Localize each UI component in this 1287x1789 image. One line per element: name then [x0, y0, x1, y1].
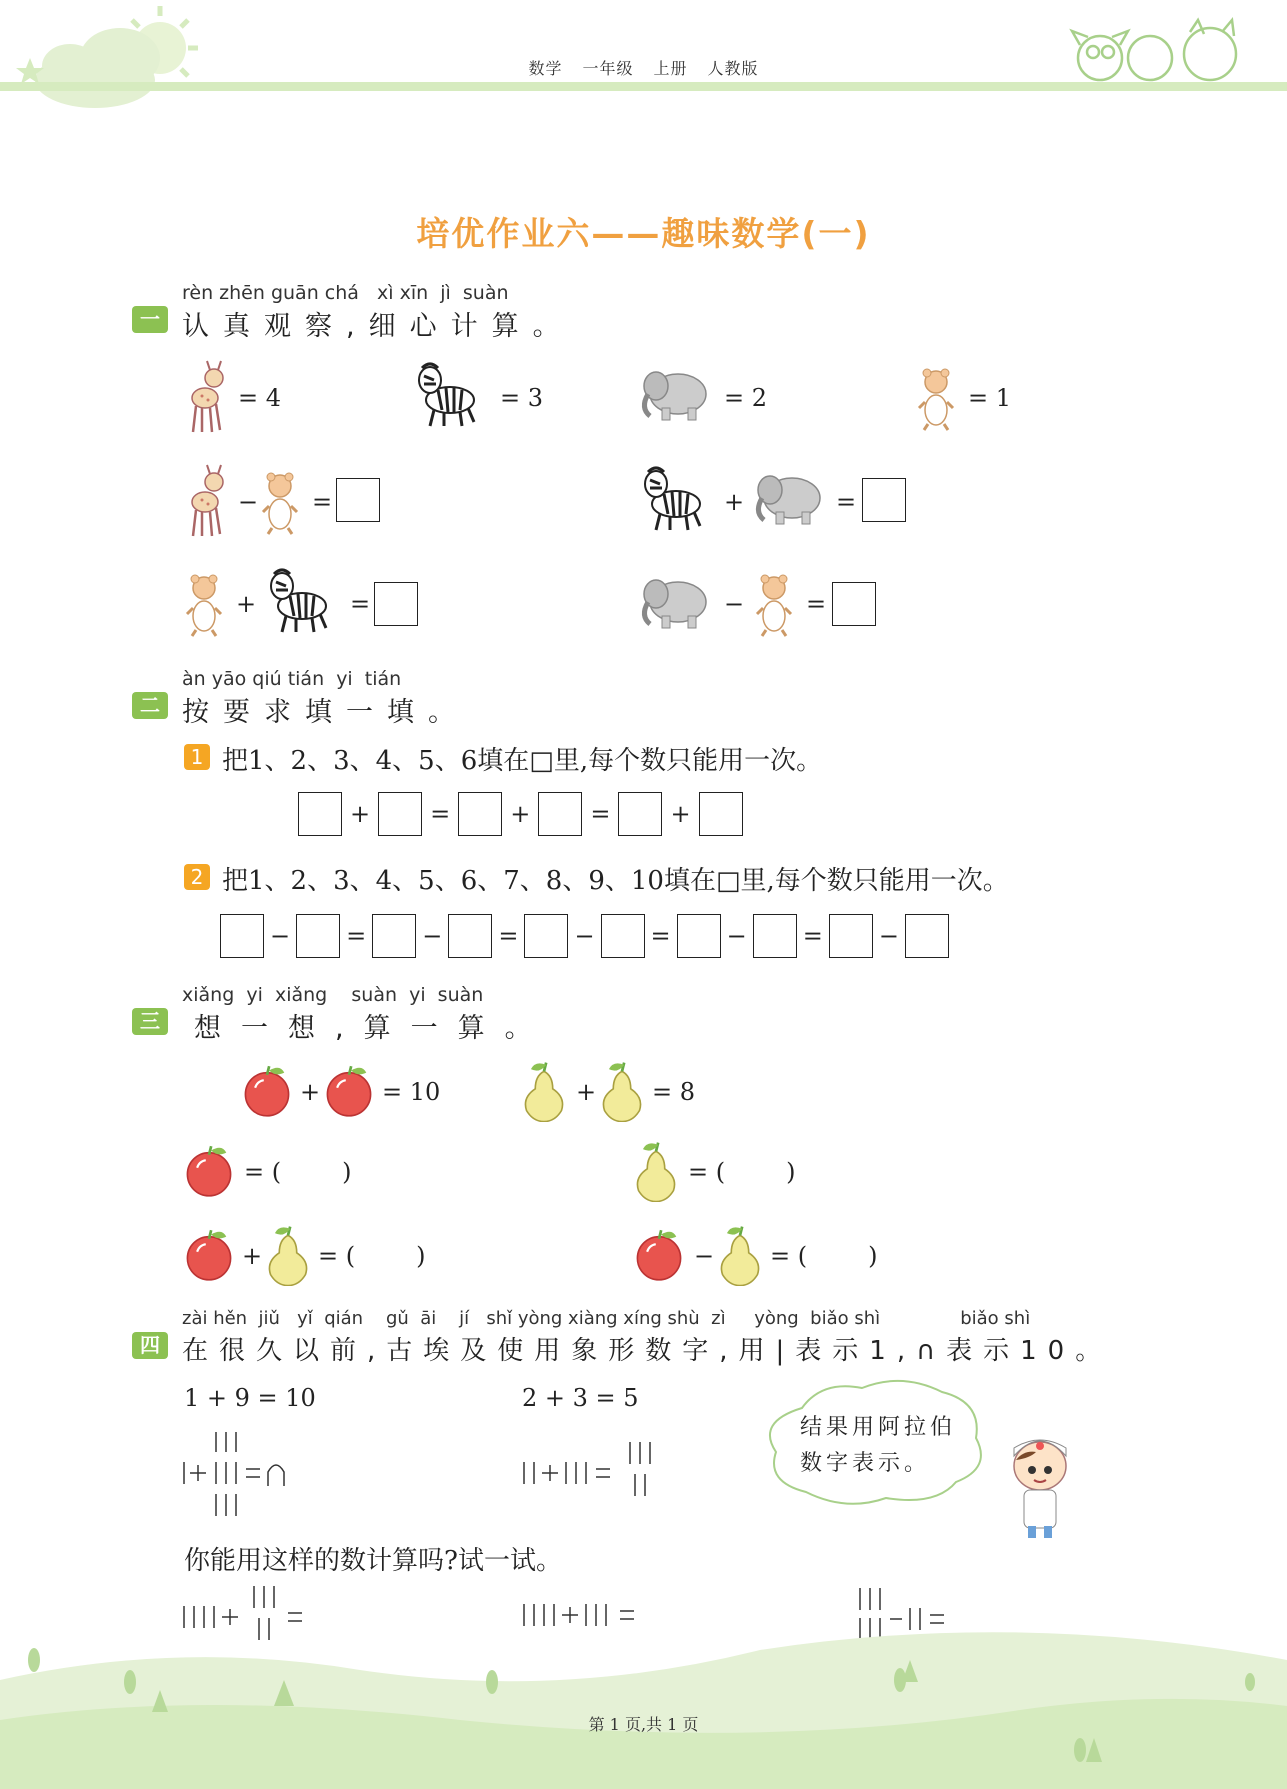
pear-answer-blank[interactable]: = ( ): [688, 1158, 796, 1186]
task-2-equation: [220, 914, 949, 958]
pear-sum: = 8: [652, 1078, 696, 1106]
plus-sign: +: [576, 1078, 597, 1106]
pear-icon: [716, 1224, 764, 1286]
deer-value: = 4: [238, 384, 282, 412]
header-grade: 一年级: [582, 59, 634, 78]
operator: −: [574, 922, 595, 950]
operator: =: [430, 800, 451, 828]
egyptian-example-1: [180, 1428, 310, 1518]
plus-sign: +: [724, 488, 745, 516]
operator: =: [590, 800, 611, 828]
apple-answer-blank[interactable]: = ( ): [244, 1158, 352, 1186]
try-it-prompt: 你能用这样的数计算吗?试一试。: [184, 1546, 562, 1576]
elephant-icon: [748, 468, 828, 528]
zebra-icon: [634, 464, 714, 534]
answer-box[interactable]: [298, 792, 342, 836]
operator: =: [498, 922, 519, 950]
bear-icon: [258, 466, 302, 536]
operator: +: [670, 800, 691, 828]
bubble-line-1: 结果用阿拉伯: [800, 1415, 957, 1440]
landscape-decoration: [0, 1620, 1287, 1789]
section-1-pinyin: rèn zhēn guān chá xì xīn jì suàn: [182, 282, 509, 304]
task-2-text: 把1、2、3、4、5、6、7、8、9、10填在□里,每个数只能用一次。: [222, 866, 1009, 896]
equals-sign: =: [350, 590, 371, 618]
doctor-boy-icon: [990, 1430, 1080, 1540]
answer-box[interactable]: [336, 478, 380, 522]
pear-icon: [632, 1140, 680, 1202]
apple-icon: [632, 1228, 686, 1282]
bear-icon: [182, 568, 226, 638]
answer-box[interactable]: [905, 914, 949, 958]
equals-sign: =: [806, 590, 827, 618]
answer-box[interactable]: [458, 792, 502, 836]
minus-sign: −: [694, 1242, 715, 1270]
section-4-badge: 四: [132, 1332, 168, 1359]
plus-sign: +: [300, 1078, 321, 1106]
bear-icon: [914, 362, 958, 432]
task-1-badge: 1: [184, 744, 210, 770]
plus-sign: +: [236, 590, 257, 618]
task-1-text: 把1、2、3、4、5、6填在□里,每个数只能用一次。: [222, 746, 823, 776]
apple-icon: [322, 1064, 376, 1118]
apple-icon: [182, 1228, 236, 1282]
minus-sign: −: [724, 590, 745, 618]
egyptian-example-2: [520, 1440, 670, 1510]
elephant-icon: [634, 364, 714, 424]
answer-box[interactable]: [524, 914, 568, 958]
bear-value: = 1: [968, 384, 1012, 412]
apple-icon: [240, 1064, 294, 1118]
bear-icon: [752, 568, 796, 638]
header-subject: 数学: [528, 59, 563, 78]
operator: =: [650, 922, 671, 950]
section-4-pinyin: zài hěn jiǔ yǐ qián gǔ āi jí shǐ yòng xiàng xíng shù zì yòng biǎo shì biǎo shì: [182, 1308, 1031, 1329]
example-1: 1 + 9 = 10: [184, 1384, 316, 1412]
deer-icon: [180, 358, 230, 438]
plus-sign: +: [242, 1242, 263, 1270]
answer-box[interactable]: [677, 914, 721, 958]
operator: +: [350, 800, 371, 828]
answer-box[interactable]: [372, 914, 416, 958]
minus-sign: −: [238, 488, 259, 516]
operator: =: [346, 922, 367, 950]
diff-answer-blank[interactable]: = ( ): [770, 1242, 878, 1270]
section-3-badge: 三: [132, 1008, 168, 1035]
answer-box[interactable]: [538, 792, 582, 836]
operator: −: [270, 922, 291, 950]
operator: −: [878, 922, 899, 950]
answer-box[interactable]: [374, 582, 418, 626]
pear-icon: [598, 1060, 646, 1122]
operator: −: [726, 922, 747, 950]
header-rule: [0, 82, 1287, 91]
zebra-icon: [260, 566, 340, 636]
section-4-heading: 在很久以前,古埃及使用象形数字,用|表示1,∩表示10。: [182, 1336, 1113, 1366]
zebra-icon: [408, 360, 488, 430]
task-1-equation: [298, 792, 743, 836]
operator: +: [510, 800, 531, 828]
header-term: 上册: [653, 59, 688, 78]
operator: −: [422, 922, 443, 950]
section-2-badge: 二: [132, 692, 168, 719]
task-2-badge: 2: [184, 864, 210, 890]
equals-sign: =: [312, 488, 333, 516]
operator: =: [802, 922, 823, 950]
section-2-heading: 按要求填一填。: [182, 697, 469, 728]
bubble-line-2: 数字表示。: [800, 1451, 931, 1476]
answer-box[interactable]: [862, 478, 906, 522]
answer-box[interactable]: [296, 914, 340, 958]
zebra-value: = 3: [500, 384, 544, 412]
answer-box[interactable]: [378, 792, 422, 836]
answer-box[interactable]: [699, 792, 743, 836]
page-title: 培优作业六——趣味数学(一): [416, 214, 871, 253]
elephant-value: = 2: [724, 384, 768, 412]
answer-box[interactable]: [448, 914, 492, 958]
answer-box[interactable]: [220, 914, 264, 958]
elephant-icon: [634, 572, 714, 632]
equals-sign: =: [836, 488, 857, 516]
header-edition: 人教版: [707, 59, 759, 78]
answer-box[interactable]: [618, 792, 662, 836]
section-2-pinyin: àn yāo qiú tián yi tián: [182, 668, 402, 690]
section-1-badge: 一: [132, 306, 168, 333]
example-2: 2 + 3 = 5: [522, 1384, 639, 1412]
section-1-heading: 认真观察,细心计算。: [182, 311, 574, 342]
pear-icon: [264, 1224, 312, 1286]
apple-icon: [182, 1144, 236, 1198]
answer-box[interactable]: [601, 914, 645, 958]
apple-sum: = 10: [382, 1078, 441, 1106]
answer-box[interactable]: [829, 914, 873, 958]
sum-answer-blank[interactable]: = ( ): [318, 1242, 426, 1270]
section-3-heading: 想一想,算一算。: [194, 1013, 552, 1044]
page-footer: 第 1 页,共 1 页: [588, 1715, 699, 1734]
section-3-pinyin: xiǎng yi xiǎng suàn yi suàn: [182, 984, 484, 1006]
header-info: [0, 56, 1287, 79]
deer-icon: [180, 462, 230, 542]
pear-icon: [520, 1060, 568, 1122]
answer-box[interactable]: [832, 582, 876, 626]
answer-box[interactable]: [753, 914, 797, 958]
